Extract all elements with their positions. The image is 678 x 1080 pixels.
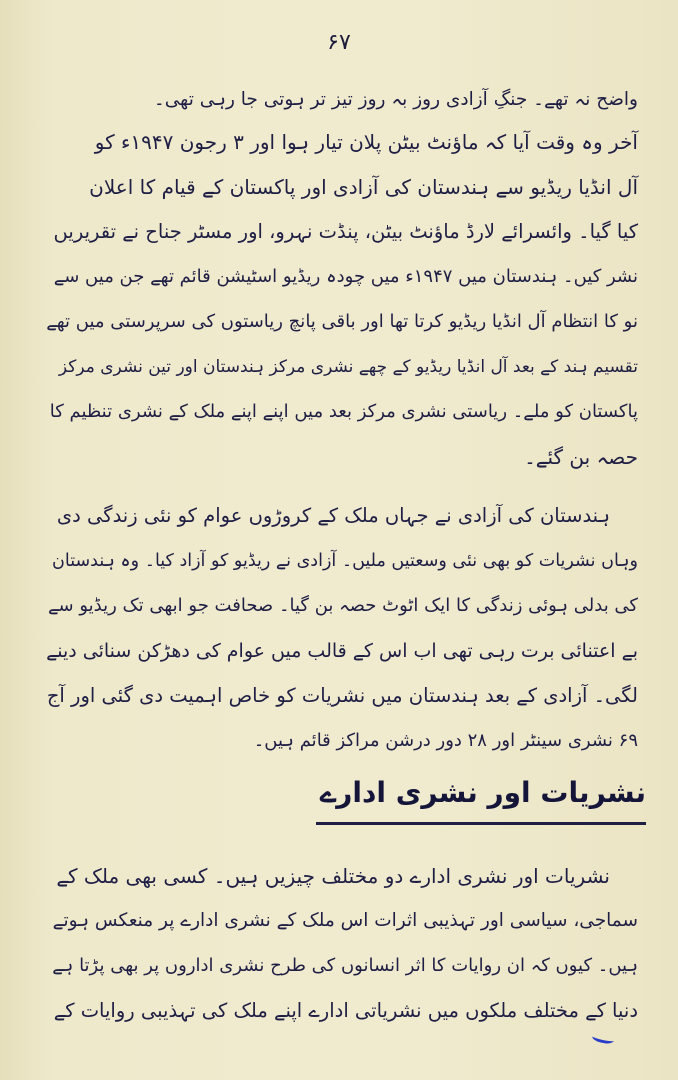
section-heading: نشریات اور نشری ادارے: [319, 776, 646, 809]
paragraph-1-line: واضح نہ تھے۔ جنگِ آزادی روز بہ روز تیز تر ہوتی جا رہی تھی۔: [153, 89, 638, 110]
page-number: ۶۷: [327, 30, 351, 55]
heading-underline: [316, 822, 646, 825]
pen-mark: [591, 1032, 614, 1045]
paragraph-3-line: سماجی، سیاسی اور تہذیبی اثرات اس ملک کے نشری ادارے پر منعکس ہوتے: [52, 910, 638, 931]
paragraph-1-line: نشر کیں۔ ہندستان میں ۱۹۴۷ء میں چودہ ریڈیو اسٹیشن قائم تھے جن میں سے: [53, 266, 638, 287]
paragraph-1-line: کیا گیا۔ وائسرائے لارڈ ماؤنٹ بیٹن، پنڈت نہرو، اور مسٹر جناح نے تقریریں: [53, 220, 638, 243]
paragraph-1-line: پاکستان کو ملے۔ ریاستی نشری مرکز بعد میں اپنے اپنے ملک کے نشری تنظیم کا: [49, 401, 638, 422]
paragraph-2-line: بے اعتنائی برت رہی تھی اب اس کے قالب میں عوام کی دھڑکن سنائی دینے: [46, 640, 638, 662]
paragraph-2-line: وہاں نشریات کو بھی نئی وسعتیں ملیں۔ آزادی نے ریڈیو کو آزاد کیا۔ وہ ہندستان: [52, 551, 638, 571]
paragraph-2-line: ۶۹ نشری سینٹر اور ۲۸ دور درشن مراکز قائم ہیں۔: [253, 730, 638, 751]
paragraph-3-line: دنیا کے مختلف ملکوں میں نشریاتی ادارے اپنے ملک کی تہذیبی روایات کے: [53, 999, 638, 1022]
paragraph-1-line: حصہ بن گئے۔: [524, 445, 638, 469]
paragraph-3-line: ہیں۔ کیوں کہ ان روایات کا اثر انسانوں کی طرح نشری اداروں پر بھی پڑتا ہے: [52, 955, 638, 976]
paragraph-1-line: آل انڈیا ریڈیو سے ہندستان کی آزادی اور پاکستان کے قیام کا اعلان: [89, 175, 638, 199]
paragraph-2-line: ہندستان کی آزادی نے جہاں ملک کے کروڑوں عوام کو نئی زندگی دی: [56, 504, 610, 527]
paragraph-1-line: تقسیم ہند کے بعد آل انڈیا ریڈیو کے چھے نشری مرکز ہندستان اور تین نشری مرکز: [58, 357, 638, 377]
paragraph-3-line: نشریات اور نشری ادارے دو مختلف چیزیں ہیں۔ کسی بھی ملک کے: [56, 864, 610, 888]
paragraph-1-line: نو کا انتظام آل انڈیا ریڈیو کرتا تھا اور باقی پانچ ریاستوں کی سرپرستی میں تھے: [46, 311, 638, 332]
paragraph-2-line: کی بدلی ہوئی زندگی کا ایک اٹوٹ حصہ بن گیا۔ صحافت جو ابھی تک ریڈیو سے: [48, 595, 638, 616]
paragraph-1-line: آخر وہ وقت آیا کہ ماؤنٹ بیٹن پلان تیار ہوا اور ۳ رجون ۱۹۴۷ء کو: [94, 130, 638, 154]
paragraph-2-line: لگی۔ آزادی کے بعد ہندستان میں نشریات کو خاص اہمیت دی گئی اور آج: [46, 684, 638, 707]
